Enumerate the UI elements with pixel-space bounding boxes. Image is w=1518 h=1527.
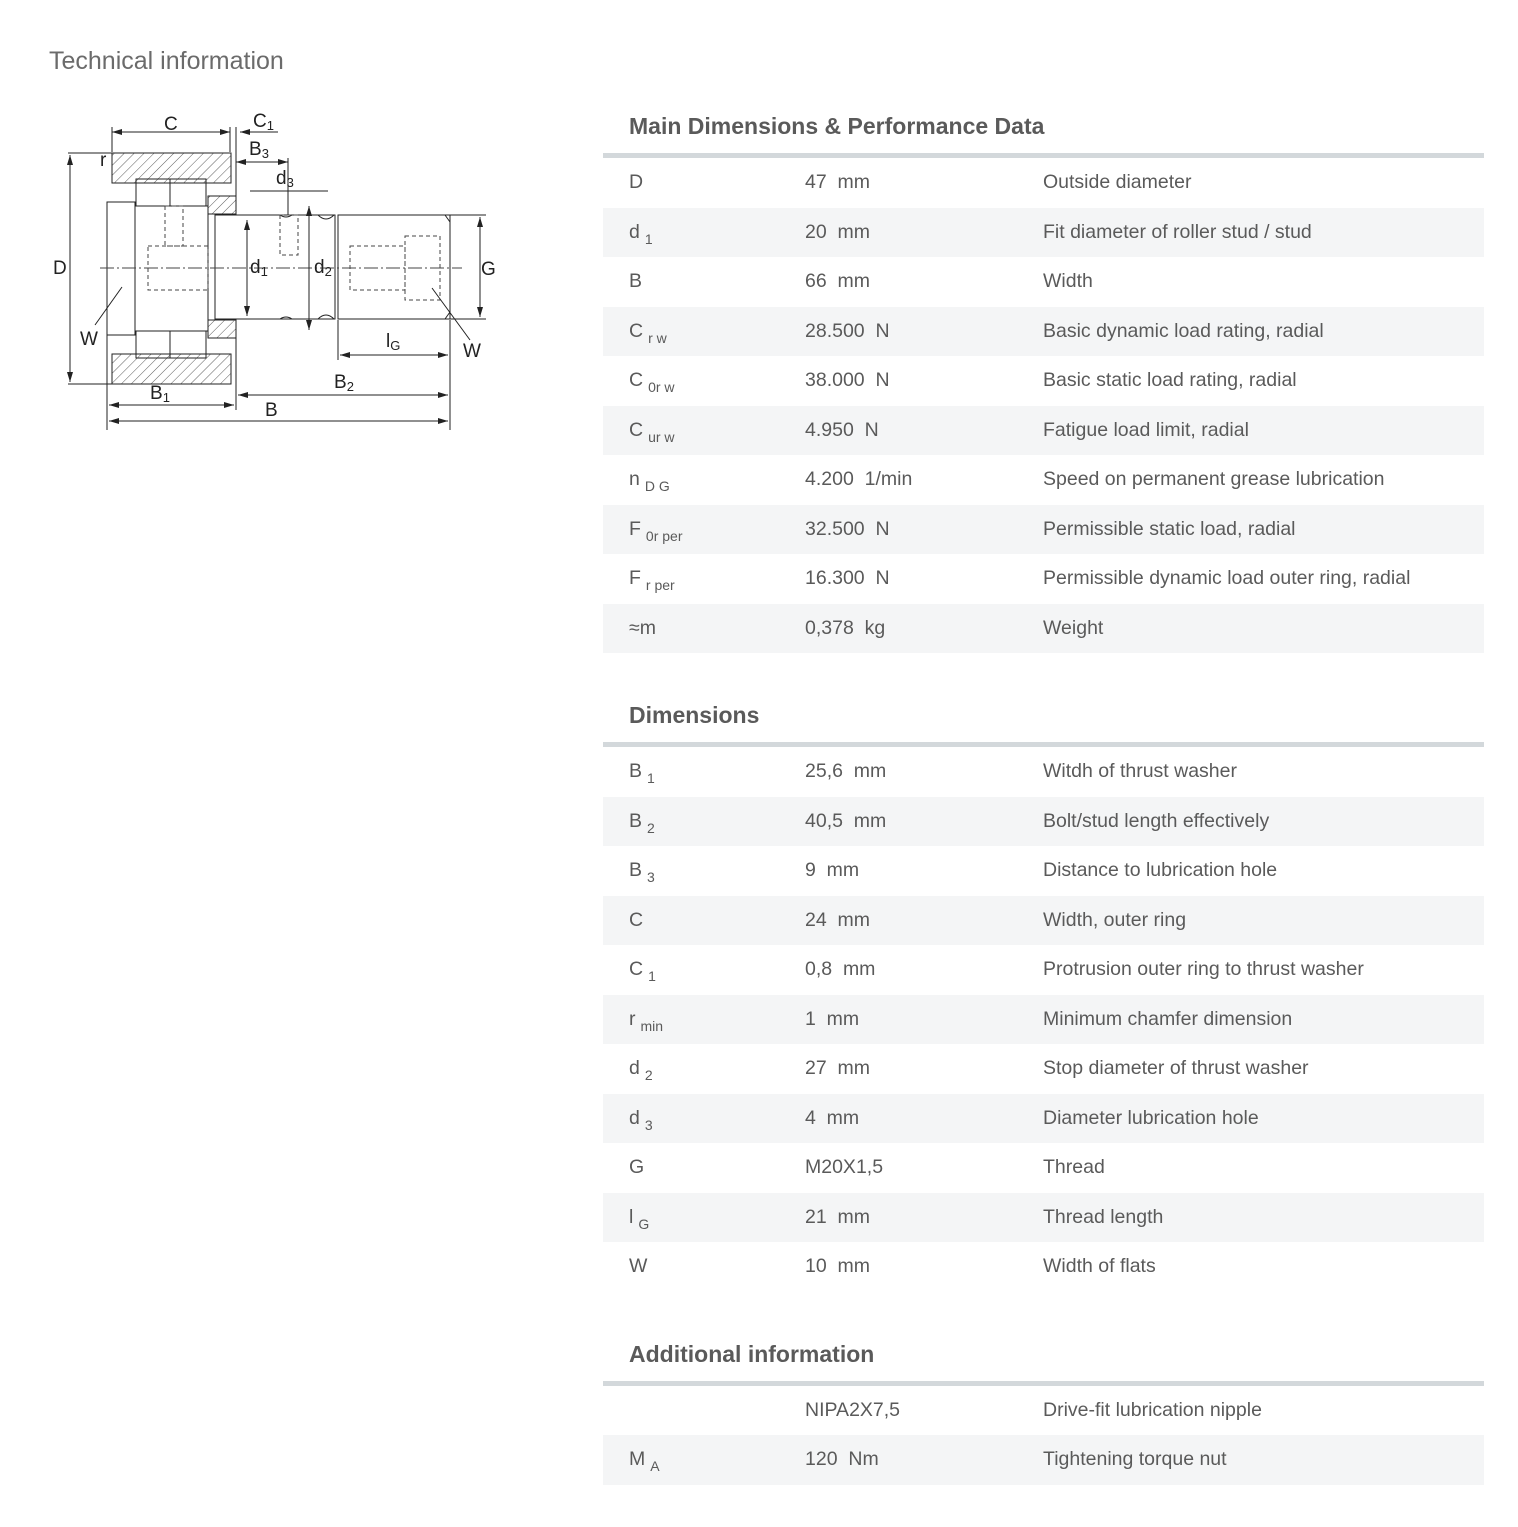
symbol-base: M: [629, 1448, 646, 1471]
section-additional-information: [603, 1334, 1484, 1485]
spec-description: Fit diameter of roller stud / stud: [1043, 220, 1312, 243]
svg-text:B3: B3: [249, 139, 269, 161]
spec-description: Width of flats: [1043, 1255, 1156, 1278]
spec-row: [603, 995, 1484, 1045]
spec-value: 27 mm: [805, 1057, 871, 1080]
spec-symbol: [603, 1007, 805, 1034]
spec-description: Width, outer ring: [1043, 908, 1187, 931]
label-lG: l: [386, 331, 391, 352]
spec-description: Weight: [1043, 616, 1104, 639]
spec-symbol: [603, 171, 805, 194]
spec-value: 28.500 N: [805, 319, 890, 342]
svg-text:B1: B1: [150, 383, 170, 405]
spec-value: 24 mm: [805, 908, 871, 931]
symbol-subscript: 1: [644, 230, 653, 247]
spec-row: [603, 1193, 1484, 1243]
symbol-base: C: [629, 908, 644, 931]
label-d3: d: [276, 168, 287, 189]
spec-description: Witdh of thrust washer: [1043, 760, 1237, 783]
symbol-subscript: A: [650, 1458, 660, 1475]
symbol-base: C: [629, 319, 644, 342]
spec-description: Fatigue load limit, radial: [1043, 418, 1249, 441]
svg-text:B2: B2: [334, 372, 354, 394]
spec-value: 10 mm: [805, 1255, 871, 1278]
spec-value: NIPA2X7,5: [805, 1398, 901, 1421]
spec-description: Basic dynamic load rating, radial: [1043, 319, 1324, 342]
spec-symbol: [603, 909, 805, 932]
spec-symbol: [603, 220, 805, 247]
spec-value: 38.000 N: [805, 369, 890, 392]
label-d1: d: [250, 257, 261, 278]
symbol-subscript: 0r per: [645, 527, 683, 544]
symbol-base: B: [629, 760, 643, 783]
symbol-base: F: [629, 517, 641, 540]
symbol-base: C: [629, 369, 644, 392]
symbol-base: B: [629, 809, 643, 832]
symbol-subscript: D G: [644, 478, 670, 495]
spec-row: [603, 747, 1484, 797]
spec-description: Minimum chamfer dimension: [1043, 1007, 1293, 1030]
symbol-base: F: [629, 567, 641, 590]
symbol-subscript: r w: [648, 329, 667, 346]
svg-text:d1: d1: [250, 257, 268, 279]
spec-symbol: [603, 567, 805, 594]
spec-rows: [603, 1386, 1484, 1485]
label-B3: B: [249, 139, 262, 160]
spec-row: [603, 505, 1484, 555]
spec-row: [603, 797, 1484, 847]
spec-row: [603, 257, 1484, 307]
spec-row: [603, 1143, 1484, 1193]
symbol-base: G: [629, 1156, 645, 1179]
svg-text:lG: lG: [386, 331, 401, 353]
spec-description: Bolt/stud length effectively: [1043, 809, 1270, 832]
spec-symbol: [603, 517, 805, 544]
spec-value: 21 mm: [805, 1205, 871, 1228]
spec-value: 16.300 N: [805, 567, 890, 590]
spec-description: Permissible static load, radial: [1043, 517, 1296, 540]
symbol-base: D: [629, 171, 644, 194]
symbol-subscript: G: [638, 1215, 650, 1232]
spec-rows: [603, 158, 1484, 653]
section-main-dimensions: [603, 106, 1484, 653]
spec-value: 9 mm: [805, 859, 860, 882]
svg-text:C1: C1: [253, 111, 274, 133]
symbol-base: d: [629, 1057, 640, 1080]
spec-symbol: [603, 1057, 805, 1084]
symbol-subscript: 2: [647, 819, 655, 836]
spec-description: Basic static load rating, radial: [1043, 369, 1297, 392]
spec-symbol: [603, 270, 805, 293]
spec-description: Stop diameter of thrust washer: [1043, 1057, 1309, 1080]
spec-value: M20X1,5: [805, 1156, 884, 1179]
symbol-base: B: [629, 270, 643, 293]
symbol-base: d: [629, 220, 640, 243]
spec-value: 120 Nm: [805, 1448, 879, 1471]
symbol-subscript: 2: [644, 1067, 653, 1084]
spec-row: [603, 1386, 1484, 1436]
spec-value: 66 mm: [805, 270, 871, 293]
symbol-base: ≈m: [629, 616, 656, 639]
spec-value: 0,8 mm: [805, 958, 876, 981]
spec-row: [603, 307, 1484, 357]
spec-symbol: [603, 809, 805, 836]
spec-row: [603, 455, 1484, 505]
symbol-subscript: 0r w: [648, 379, 675, 396]
spec-row: [603, 356, 1484, 406]
spec-rows: [603, 747, 1484, 1292]
section-title: Main Dimensions & Performance Data: [629, 113, 1045, 139]
spec-row: [603, 846, 1484, 896]
spec-symbol: [603, 760, 805, 787]
spec-description: Thread: [1043, 1156, 1105, 1179]
spec-value: 4.200 1/min: [805, 468, 913, 491]
spec-value: 4.950 N: [805, 418, 879, 441]
spec-value: 4 mm: [805, 1106, 860, 1129]
spec-row: [603, 1435, 1484, 1485]
spec-symbol: [603, 1399, 805, 1422]
spec-description: Protrusion outer ring to thrust washer: [1043, 958, 1364, 981]
section-title: Dimensions: [629, 702, 760, 728]
symbol-base: r: [629, 1007, 636, 1030]
spec-symbol: [603, 418, 805, 445]
symbol-subscript: 1: [647, 770, 655, 787]
symbol-base: B: [629, 859, 643, 882]
spec-symbol: [603, 617, 805, 640]
spec-row: [603, 208, 1484, 258]
spec-symbol: [603, 319, 805, 346]
label-B1: B: [150, 383, 163, 404]
spec-symbol: [603, 1156, 805, 1179]
symbol-subscript: 3: [647, 869, 655, 886]
spec-row: [603, 554, 1484, 604]
symbol-base: l: [629, 1205, 634, 1228]
spec-symbol: [603, 958, 805, 985]
symbol-base: C: [629, 958, 644, 981]
spec-row: [603, 896, 1484, 946]
spec-row: [603, 945, 1484, 995]
symbol-subscript: r per: [645, 577, 675, 594]
symbol-base: d: [629, 1106, 640, 1129]
symbol-base: C: [629, 418, 644, 441]
spec-row: [603, 406, 1484, 456]
spec-symbol: [603, 1448, 805, 1475]
spec-symbol: [603, 468, 805, 495]
spec-description: Thread length: [1043, 1205, 1164, 1228]
spec-row: [603, 1044, 1484, 1094]
symbol-base: W: [629, 1255, 648, 1278]
label-r: r: [100, 150, 107, 171]
spec-description: Distance to lubrication hole: [1043, 859, 1278, 882]
spec-description: Permissible dynamic load outer ring, radial: [1043, 567, 1411, 590]
label-d2: d: [314, 257, 325, 278]
label-W-right: W: [463, 341, 481, 362]
symbol-base: n: [629, 468, 640, 491]
label-C: C: [164, 114, 178, 135]
bearing-technical-drawing: [40, 100, 520, 440]
svg-text:d2: d2: [314, 257, 332, 279]
spec-symbol: [603, 369, 805, 396]
symbol-subscript: ur w: [648, 428, 675, 445]
spec-symbol: [603, 1205, 805, 1232]
symbol-subscript: min: [640, 1017, 664, 1034]
spec-symbol: [603, 1255, 805, 1278]
label-B: B: [265, 400, 278, 421]
spec-description: Drive-fit lubrication nipple: [1043, 1398, 1262, 1421]
spec-symbol: [603, 1106, 805, 1133]
spec-row: [603, 1094, 1484, 1144]
spec-description: Speed on permanent grease lubrication: [1043, 468, 1385, 491]
spec-value: 1 mm: [805, 1007, 860, 1030]
spec-row: [603, 1242, 1484, 1292]
label-D: D: [53, 258, 67, 279]
section-dimensions: [603, 695, 1484, 1292]
label-C1: C: [253, 111, 267, 132]
spec-row: [603, 604, 1484, 654]
spec-tables: [603, 106, 1484, 1527]
spec-description: Width: [1043, 270, 1093, 293]
section-title: Additional information: [629, 1340, 875, 1367]
spec-symbol: [603, 859, 805, 886]
label-B2: B: [334, 372, 347, 393]
spec-row: [603, 158, 1484, 208]
spec-value: 0,378 kg: [805, 616, 886, 639]
label-W-left: W: [80, 329, 98, 350]
symbol-subscript: 1: [648, 968, 656, 985]
spec-value: 20 mm: [805, 220, 871, 243]
spec-value: 47 mm: [805, 171, 871, 194]
symbol-subscript: 3: [644, 1116, 653, 1133]
page-title: Technical information: [49, 46, 284, 75]
svg-text:d3: d3: [276, 168, 294, 190]
spec-description: Outside diameter: [1043, 171, 1192, 194]
spec-value: 25,6 mm: [805, 760, 887, 783]
spec-description: Diameter lubrication hole: [1043, 1106, 1259, 1129]
spec-description: Tightening torque nut: [1043, 1448, 1227, 1471]
spec-value: 32.500 N: [805, 517, 890, 540]
label-G: G: [481, 259, 496, 280]
spec-value: 40,5 mm: [805, 809, 887, 832]
